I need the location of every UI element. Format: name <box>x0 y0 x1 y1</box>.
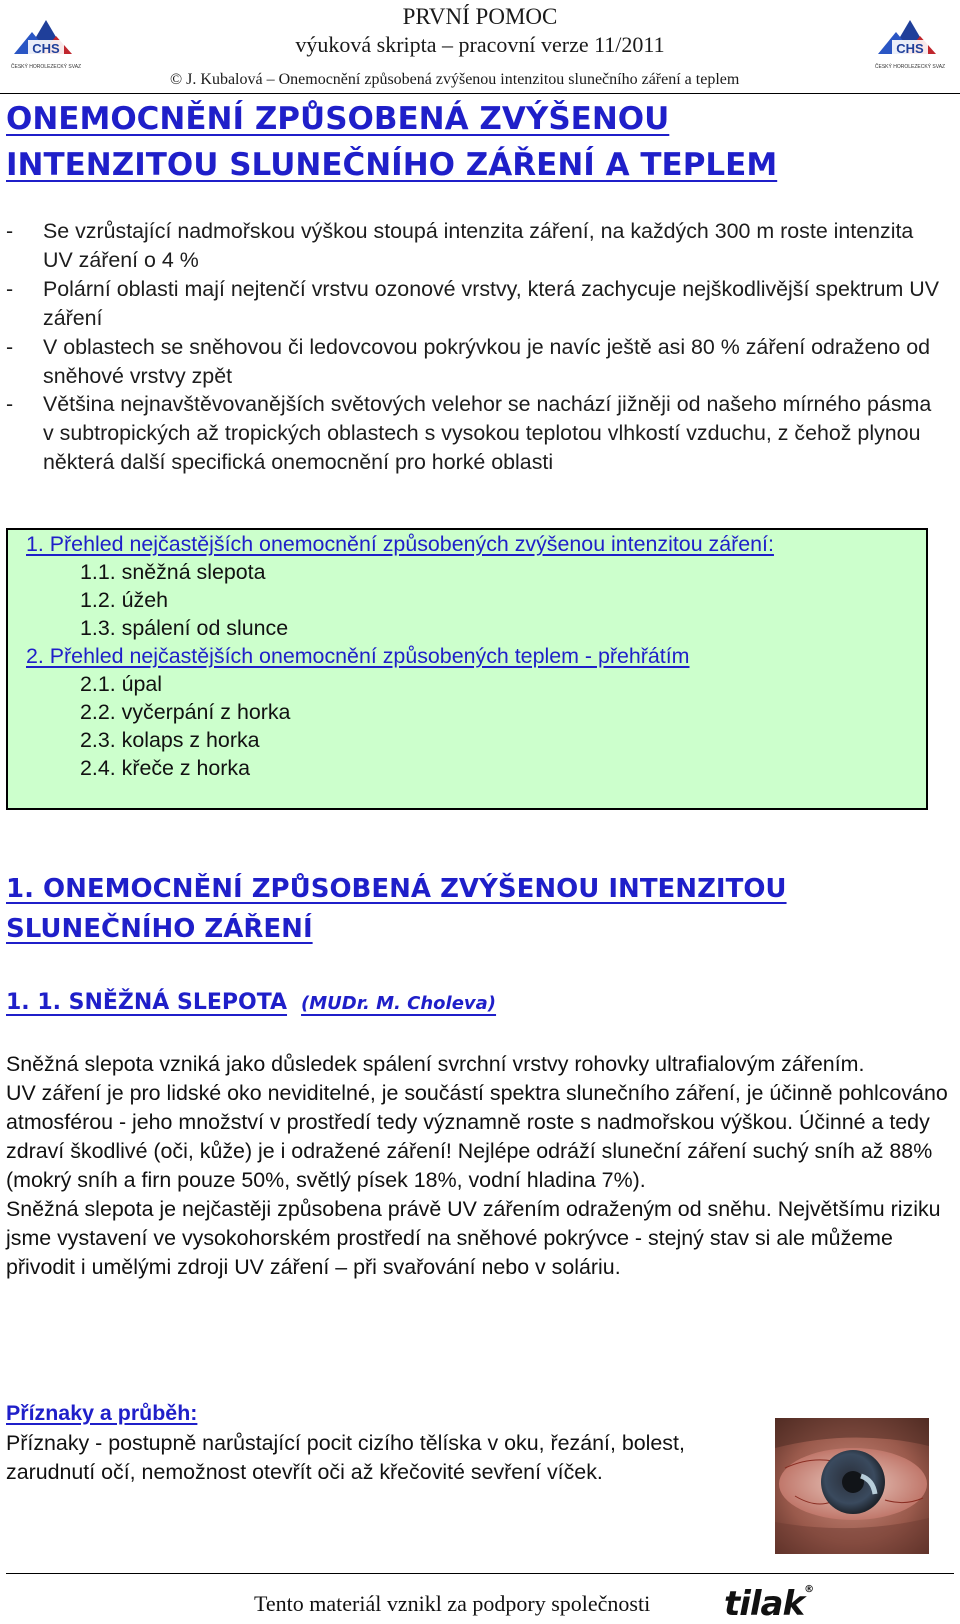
overview-item: 1.1. sněžná slepota <box>80 560 266 584</box>
header-divider <box>0 93 960 94</box>
overview-heading-heat: 2. Přehled nejčastějších onemocnění způsobených teplem - přehřátím <box>26 644 690 668</box>
paragraph: Sněžná slepota vzniká jako důsledek spálení svrchní vrstvy rohovky ultrafialovým zářením. <box>6 1052 865 1076</box>
paragraph: Sněžná slepota je nejčastěji způsobena právě UV zářením odraženým od sněhu. Největšímu riziku jsme vystavení ve vysokohorském prostředí na sněhové pokrývce - stejný stav si ale můžeme přivodit i umělými zdroji UV záření – při svařování nebo v soláriu. <box>6 1197 941 1279</box>
paragraph: UV záření je pro lidské oko neviditelné, je součástí spektra slunečního záření, je účinně pohlcováno atmosférou - jeho množství v prostředí tedy významně roste s nadmořskou výškou. Účinné a tedy zdraví škodlivé (oči, kůže) je i odražené záření! Nejlépe odráží sluneční záření suchý sníh až 88% (mokrý sníh a firn pouze 50%, světlý písek 18%, vodní hladina 7%). <box>6 1081 948 1192</box>
bullet-dash: - <box>6 334 14 359</box>
subsection-title <box>6 990 496 1015</box>
overview-box <box>6 528 928 810</box>
overview-item: 1.2. úžeh <box>80 588 169 612</box>
bullet-dash: - <box>6 392 14 417</box>
symptoms-heading: Příznaky a průběh: <box>6 1401 198 1425</box>
overview-item: 2.1. úpal <box>80 672 163 696</box>
bullet-text: Polární oblasti mají nejtenčí vrstvu ozonové vrstvy, která zachycuje nejškodlivější spektrum UV záření <box>43 276 940 330</box>
bullet-dash: - <box>6 219 14 243</box>
logo-text: CHS <box>32 41 60 56</box>
overview-item: 2.4. křeče z horka <box>80 756 251 780</box>
tilak-logo-text: tilak <box>724 1584 805 1624</box>
header-subtitle: výuková skripta – pracovní verze 11/2011 <box>295 32 665 57</box>
eye-photo <box>775 1418 929 1554</box>
bullet-text: Většina nejnavštěvovanějších světových velehor se nachází jižněji od našeho mírného pásma v subtropických až tropických oblastech s vysokou teplotou vlhkostí vzduchu, z čehož plynou některá další specifická onemocnění pro horké oblasti <box>43 392 932 475</box>
bullet-item <box>6 390 946 477</box>
bullet-item <box>6 333 946 391</box>
footer-text: Tento materiál vznikl za podpory společnosti <box>254 1591 651 1616</box>
overview-item: 2.3. kolaps z horka <box>80 728 260 752</box>
overview-item: 1.3. spálení od slunce <box>80 616 289 640</box>
page-title-line-2: INTENZITOU SLUNEČNÍHO ZÁŘENÍ A TEPLEM <box>6 147 778 183</box>
header-title: PRVNÍ POMOC <box>402 4 558 29</box>
subsection-author: (MUDr. M. Choleva) <box>301 993 497 1014</box>
bullet-item <box>6 217 946 275</box>
page-title-line-1: ONEMOCNĚNÍ ZPŮSOBENÁ ZVÝŠENOU <box>6 101 670 137</box>
bullet-item <box>6 275 946 333</box>
tilak-logo <box>724 1584 813 1624</box>
registered-mark: ® <box>804 1584 814 1595</box>
logo-text: CHS <box>896 41 924 56</box>
overview-item: 2.2. vyčerpání z horka <box>80 700 291 724</box>
logo-caption: ČESKÝ HOROLEZECKÝ SVAZ <box>874 64 946 70</box>
section-title-line-1: 1. ONEMOCNĚNÍ ZPŮSOBENÁ ZVÝŠENOU INTENZITOU <box>6 874 787 904</box>
bullet-dash: - <box>6 276 14 301</box>
header-author-line: © J. Kubalová – Onemocnění způsobená zvýšenou intenzitou slunečního záření a teplem <box>170 71 740 88</box>
symptoms-text: Příznaky - postupně narůstající pocit cizího tělíska v oku, řezání, bolest, zarudnutí očí, nemožnost otevřít oči až křečovité sevření víček. <box>6 1431 685 1484</box>
footer-divider <box>6 1573 954 1574</box>
page-title <box>6 96 777 188</box>
subsection-title-text: 1. 1. SNĚŽNÁ SLEPOTA <box>6 990 288 1015</box>
section-title-line-2: SLUNEČNÍHO ZÁŘENÍ <box>6 914 313 944</box>
bullet-text: V oblastech se sněhovou či ledovcovou pokrývkou je navíc ještě asi 80 % záření odraženo od sněhové vrstvy zpět <box>43 334 931 388</box>
section-title <box>6 869 787 949</box>
body-text <box>6 1050 958 1282</box>
overview-heading-radiation: 1. Přehled nejčastějších onemocnění způsobených zvýšenou intenzitou záření: <box>26 532 774 556</box>
logo-caption: ČESKÝ HOROLEZECKÝ SVAZ <box>10 64 82 70</box>
intro-bullet-list <box>6 217 946 477</box>
bullet-text: Se vzrůstající nadmořskou výškou stoupá intenzita záření, na každých 300 m roste intenzita UV záření o 4 % <box>43 219 914 272</box>
